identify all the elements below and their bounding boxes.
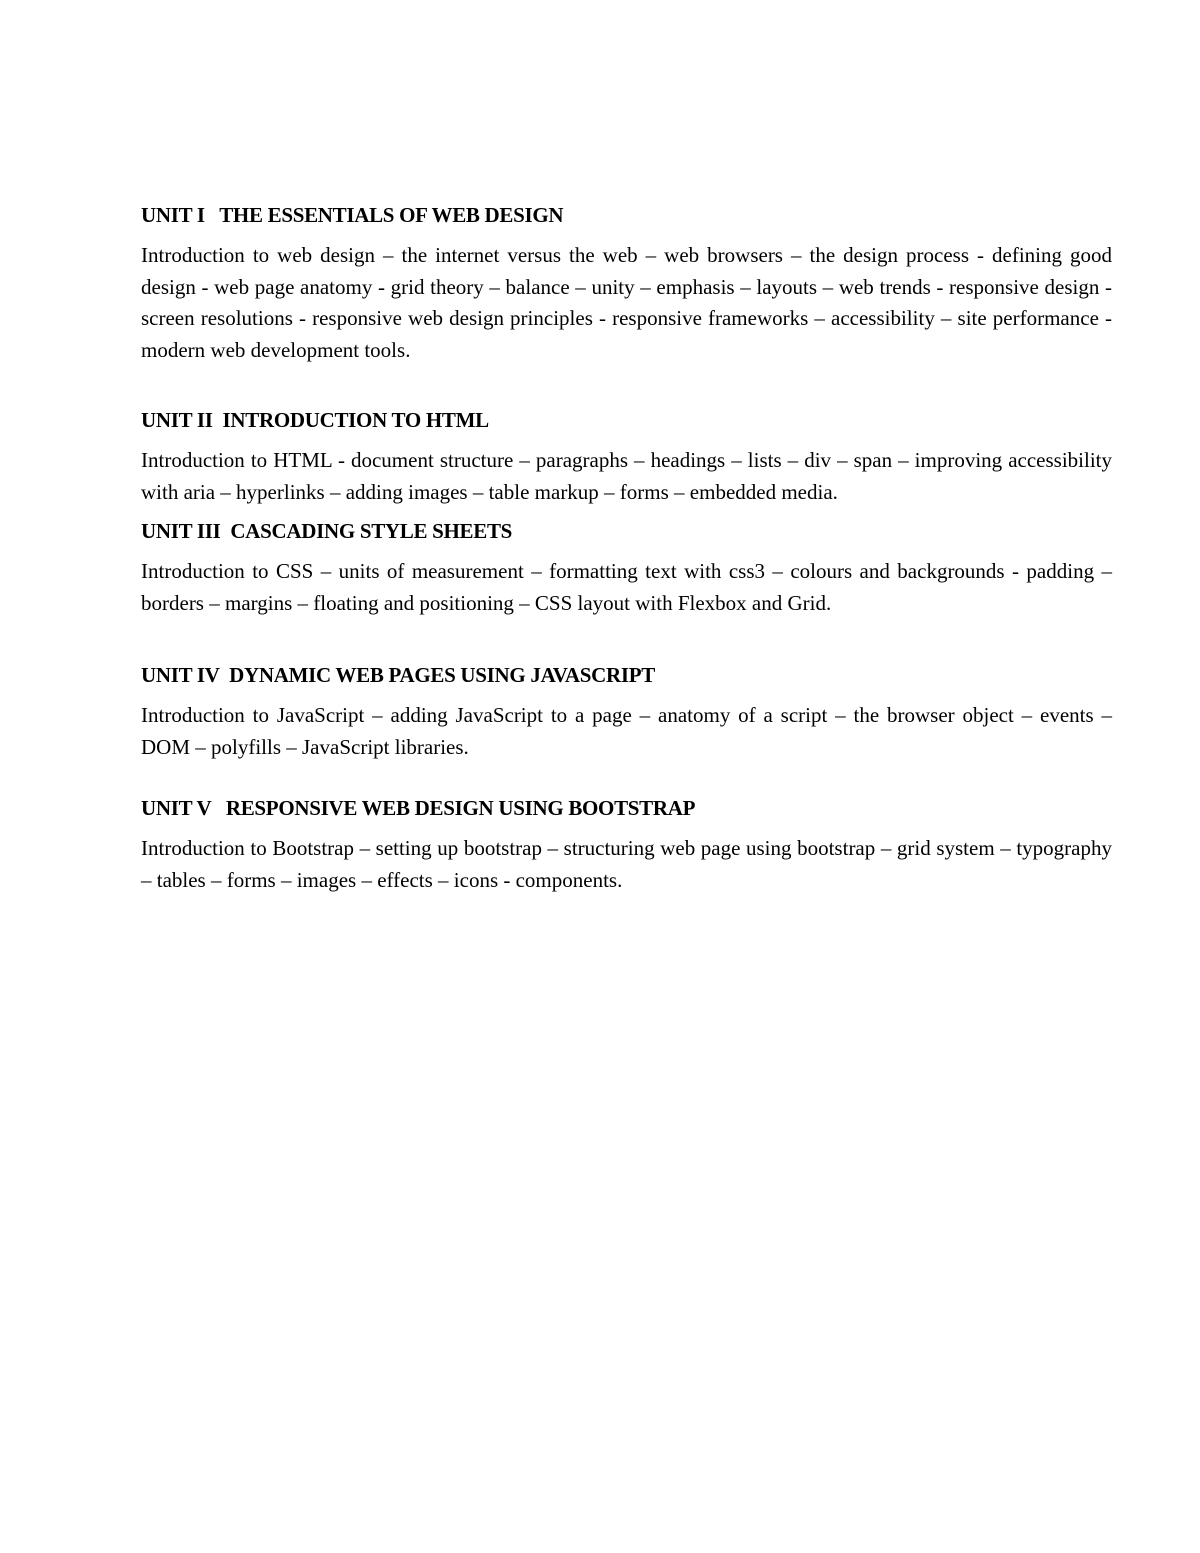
unit-body-text: Introduction to CSS – units of measurement – formatting text with css3 – colours and backgrounds - padding – borders – margins – floating and positioning – CSS layout with Flexbox and Grid. xyxy=(141,559,1112,615)
unit-section-4 xyxy=(141,662,1112,763)
unit-body-text: Introduction to Bootstrap – setting up bootstrap – structuring web page using bootstrap – grid system – typography – tables – forms – images – effects – icons - components. xyxy=(141,836,1112,892)
unit-heading: UNIT V RESPONSIVE WEB DESIGN USING BOOTSTRAP xyxy=(141,796,696,820)
unit-body-text: Introduction to web design – the internet versus the web – web browsers – the design process - defining good design - web page anatomy - grid theory – balance – unity – emphasis – layouts – web trends - responsive design - screen resolutions - responsive web design principles - responsive frameworks – accessibility – site performance - modern web development tools. xyxy=(141,243,1112,362)
unit-section-1 xyxy=(141,202,1112,366)
unit-section-5 xyxy=(141,795,1112,896)
unit-heading: UNIT I THE ESSENTIALS OF WEB DESIGN xyxy=(141,203,564,227)
unit-heading: UNIT IV DYNAMIC WEB PAGES USING JAVASCRIPT xyxy=(141,663,655,687)
unit-section-2 xyxy=(141,407,1112,508)
unit-body-text: Introduction to JavaScript – adding JavaScript to a page – anatomy of a script – the browser object – events – DOM – polyfills – JavaScript libraries. xyxy=(141,703,1112,759)
unit-section-3 xyxy=(141,518,1112,619)
unit-body-text: Introduction to HTML - document structure – paragraphs – headings – lists – div – span – improving accessibility with aria – hyperlinks – adding images – table markup – forms – embedded media. xyxy=(141,448,1112,504)
unit-heading: UNIT III CASCADING STYLE SHEETS xyxy=(141,519,513,543)
unit-heading: UNIT II INTRODUCTION TO HTML xyxy=(141,408,489,432)
